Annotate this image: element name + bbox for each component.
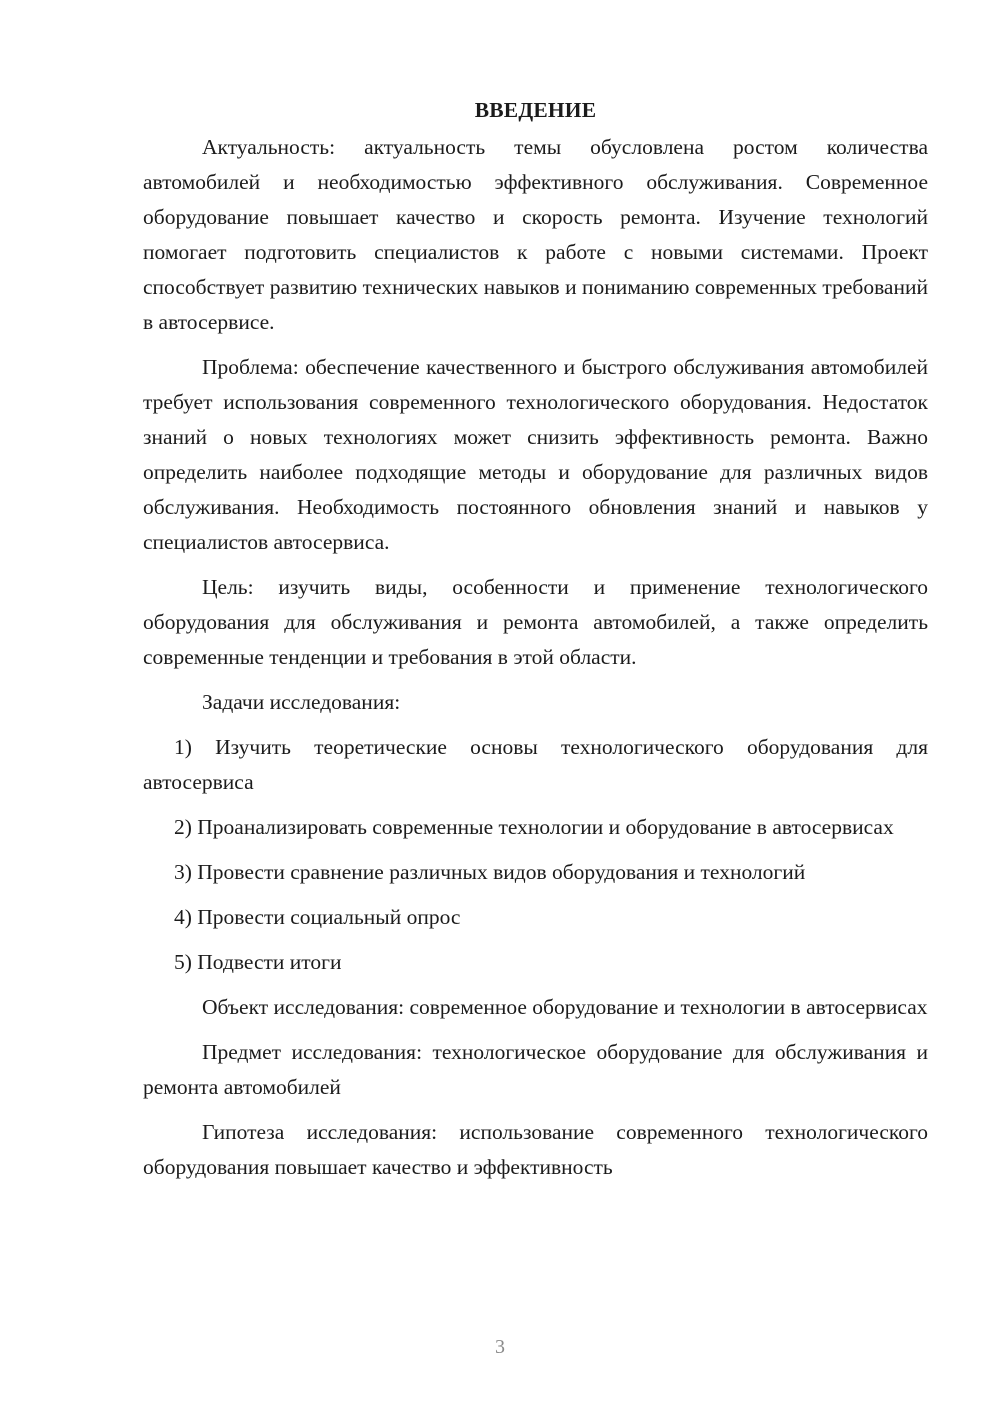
problem-paragraph: Проблема: обеспечение качественного и быстрого обслуживания автомобилей требует использования современного технологического оборудования. Недостаток знаний о новых технологиях может снизить эффективность ремонта. Важно определить наиболее подходящие методы и оборудование для различных видов обслуживания. Необходимость постоянного обновления знаний и навыков у специалистов автосервиса. xyxy=(143,355,928,554)
goal-paragraph: Цель: изучить виды, особенности и применение технологического оборудования для обслуживания и ремонта автомобилей, а также определить современные тенденции и требования в этой области. xyxy=(143,575,928,669)
document-page xyxy=(143,92,928,1195)
list-item: 5) Подвести итоги xyxy=(174,950,342,974)
page-title: ВВЕДЕНИЕ xyxy=(474,98,597,122)
tasks-list xyxy=(143,730,928,980)
relevance-paragraph: Актуальность: актуальность темы обусловлена ростом количества автомобилей и необходимостью эффективного обслуживания. Современное оборудование повышает качество и скорость ремонта. Изучение технологий помогает подготовить специалистов к работе с новыми системами. Проект способствует развитию технических навыков и пониманию современных требований в автосервисе. xyxy=(143,135,928,334)
page-number: 3 xyxy=(495,1336,505,1358)
list-item: 1) Изучить теоретические основы технологического оборудования для автосервиса xyxy=(143,735,928,794)
subject-paragraph: Предмет исследования: технологическое оборудование для обслуживания и ремонта автомобилей xyxy=(143,1040,928,1099)
object-paragraph: Объект исследования: современное оборудование и технологии в автосервисах xyxy=(202,995,928,1019)
hypothesis-paragraph: Гипотеза исследования: использование современного технологического оборудования повышает качество и эффективность xyxy=(143,1120,928,1179)
list-item: 2) Проанализировать современные технологии и оборудование в автосервисах xyxy=(174,815,894,839)
list-item: 4) Провести социальный опрос xyxy=(174,905,461,929)
tasks-heading: Задачи исследования: xyxy=(202,690,401,714)
list-item: 3) Провести сравнение различных видов оборудования и технологий xyxy=(174,860,806,884)
